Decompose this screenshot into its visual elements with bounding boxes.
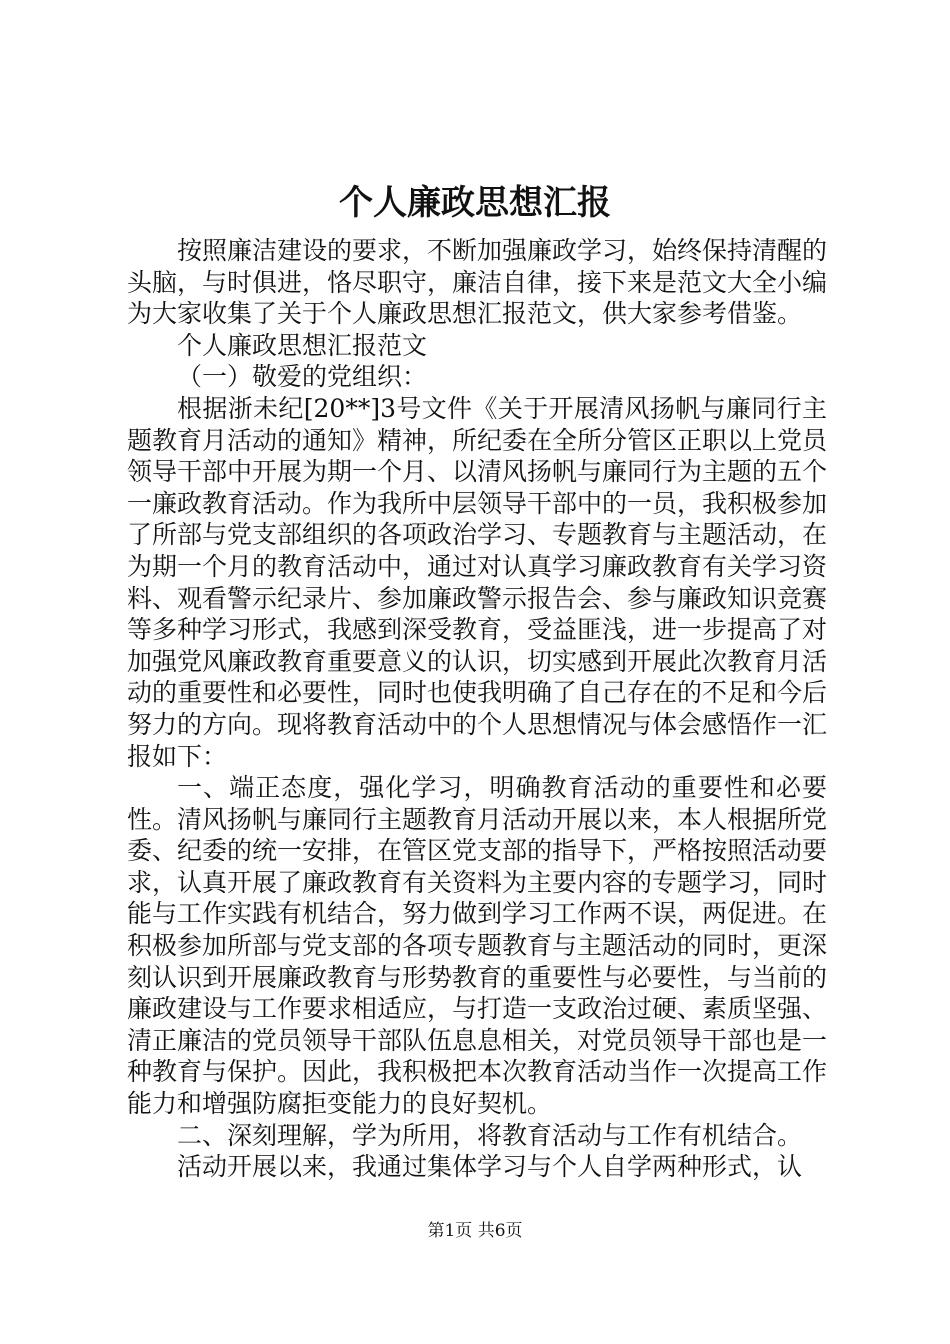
body-paragraph: 活动开展以来，我通过集体学习与个人自学两种形式，认: [177, 1152, 803, 1182]
document-title: 个人廉政思想汇报: [339, 183, 611, 223]
intro-paragraph: 按照廉洁建设的要求，不断加强廉政学习，始终保持清醒的头脑，与时俱进，恪尽职守，廉洁自律，接下来是范文大全小编为大家收集了关于个人廉政思想汇报范文，供大家参考借鉴。: [127, 236, 828, 329]
body-paragraph: 一、端正态度，强化学习，明确教育活动的重要性和必要性。清风扬帆与廉同行主题教育月活动开展以来，本人根据所党委、纪委的统一安排，在管区党支部的指导下，严格按照活动要求，认真开展了廉政教育有关资料为主要内容的专题学习，同时能与工作实践有机结合，努力做到学习工作两不误，两促进。在积极参加所部与党支部的各项专题教育与主题活动的同时，更深刻认识到开展廉政教育与形势教育的重要性与必要性，与当前的廉政建设与工作要求相适应，与打造一支政治过硬、素质坚强、清正廉洁的党员领导干部队伍息息相关，对党员领导干部也是一种教育与保护。因此，我积极把本次教育活动当作一次提高工作能力和增强防腐拒变能力的良好契机。: [127, 773, 828, 1119]
document-body: [127, 235, 827, 1183]
salutation: （一）敬爱的党组织：: [177, 362, 428, 392]
subheading: 二、深刻理解，学为所用，将教育活动与工作有机结合。: [177, 1120, 803, 1150]
section-heading: 个人廉政思想汇报范文: [177, 330, 428, 360]
page-number: 第1页 共6页: [427, 1221, 523, 1241]
body-paragraph: 根据浙未纪[20**]3号文件《关于开展清风扬帆与廉同行主题教育月活动的通知》精神，所纪委在全所分管区正职以上党员领导干部中开展为期一个月、以清风扬帆与廉同行为主题的五个一廉政教育活动。作为我所中层领导干部中的一员，我积极参加了所部与党支部组织的各项政治学习、专题教育与主题活动，在为期一个月的教育活动中，通过对认真学习廉政教育有关学习资料、观看警示纪录片、参加廉政警示报告会、参与廉政知识竞赛等多种学习形式，我感到深受教育，受益匪浅，进一步提高了对加强党风廉政教育重要意义的认识，切实感到开展此次教育月活动的重要性和必要性，同时也使我明确了自己存在的不足和今后努力的方向。现将教育活动中的个人思想情况与体会感悟作一汇报如下：: [127, 393, 828, 771]
